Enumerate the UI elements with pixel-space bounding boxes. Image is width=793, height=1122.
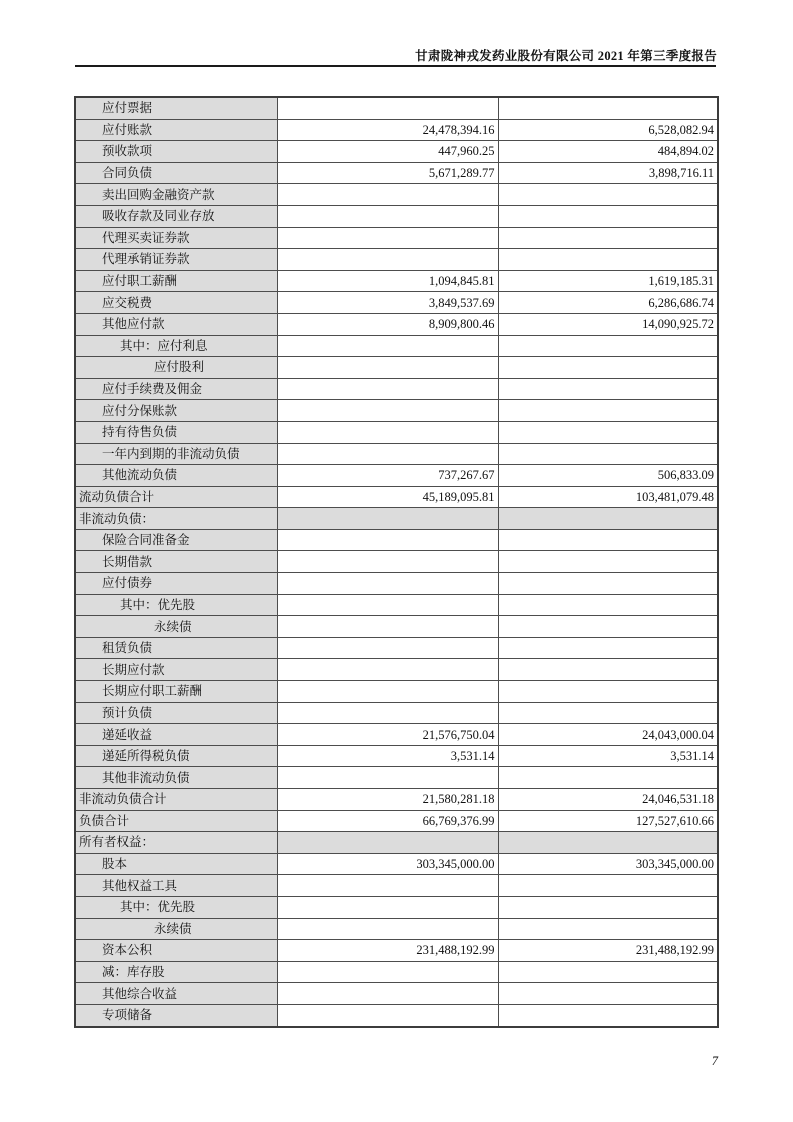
value-column-2 (498, 400, 718, 422)
table-row (75, 875, 718, 897)
section-header-row (75, 508, 718, 530)
table-row (75, 141, 718, 163)
table-row (75, 119, 718, 141)
value-column-1 (277, 421, 498, 443)
value-column-1 (277, 594, 498, 616)
row-label: 其他综合收益 (75, 983, 277, 1005)
page-number: 7 (711, 1054, 718, 1068)
row-label: 应付票据 (75, 97, 277, 119)
value-column-2 (498, 832, 718, 854)
value-column-2: 103,481,079.48 (498, 486, 718, 508)
value-column-2: 3,531.14 (498, 745, 718, 767)
value-column-1: 21,576,750.04 (277, 724, 498, 746)
value-column-1 (277, 529, 498, 551)
row-label: 代理买卖证券款 (75, 227, 277, 249)
value-column-2: 231,488,192.99 (498, 940, 718, 962)
row-label: 应付股利 (75, 357, 277, 379)
value-column-2 (498, 1004, 718, 1026)
value-column-1 (277, 249, 498, 271)
balance-sheet-body (75, 97, 718, 1027)
value-column-1: 231,488,192.99 (277, 940, 498, 962)
row-label: 其他非流动负债 (75, 767, 277, 789)
table-row (75, 184, 718, 206)
value-column-1 (277, 227, 498, 249)
value-column-2 (498, 227, 718, 249)
row-label: 保险合同准备金 (75, 529, 277, 551)
row-label: 递延所得税负债 (75, 745, 277, 767)
table-row (75, 745, 718, 767)
row-label: 非流动负债合计 (75, 789, 277, 811)
table-row (75, 292, 718, 314)
table-row (75, 551, 718, 573)
value-column-2 (498, 97, 718, 119)
table-row (75, 724, 718, 746)
header-divider (75, 65, 716, 67)
table-row (75, 940, 718, 962)
value-column-2 (498, 443, 718, 465)
table-row (75, 378, 718, 400)
value-column-1: 1,094,845.81 (277, 270, 498, 292)
row-label: 所有者权益： (75, 832, 277, 854)
value-column-2 (498, 616, 718, 638)
row-label: 其他流动负债 (75, 465, 277, 487)
row-label: 长期借款 (75, 551, 277, 573)
value-column-1: 45,189,095.81 (277, 486, 498, 508)
value-column-1: 3,531.14 (277, 745, 498, 767)
table-row (75, 529, 718, 551)
value-column-2 (498, 918, 718, 940)
row-label: 其中：优先股 (75, 594, 277, 616)
row-label: 应付职工薪酬 (75, 270, 277, 292)
value-column-2: 303,345,000.00 (498, 853, 718, 875)
table-row (75, 227, 718, 249)
value-column-1 (277, 681, 498, 703)
table-row (75, 637, 718, 659)
value-column-1: 66,769,376.99 (277, 810, 498, 832)
row-label: 预计负债 (75, 702, 277, 724)
value-column-2: 6,286,686.74 (498, 292, 718, 314)
value-column-2 (498, 508, 718, 530)
row-label: 减：库存股 (75, 961, 277, 983)
section-header-row (75, 832, 718, 854)
table-row (75, 616, 718, 638)
table-row (75, 357, 718, 379)
table-row (75, 205, 718, 227)
value-column-2 (498, 421, 718, 443)
table-row (75, 594, 718, 616)
table-row (75, 983, 718, 1005)
value-column-2 (498, 594, 718, 616)
value-column-1: 447,960.25 (277, 141, 498, 163)
value-column-2 (498, 659, 718, 681)
table-row (75, 681, 718, 703)
table-row (75, 465, 718, 487)
value-column-2 (498, 896, 718, 918)
value-column-1 (277, 400, 498, 422)
value-column-1 (277, 205, 498, 227)
table-row (75, 810, 718, 832)
value-column-2 (498, 983, 718, 1005)
balance-sheet-table (74, 96, 719, 1028)
value-column-2 (498, 875, 718, 897)
value-column-2: 127,527,610.66 (498, 810, 718, 832)
value-column-1 (277, 1004, 498, 1026)
value-column-2 (498, 681, 718, 703)
value-column-2 (498, 702, 718, 724)
row-label: 应付手续费及佣金 (75, 378, 277, 400)
value-column-1: 3,849,537.69 (277, 292, 498, 314)
table-row (75, 896, 718, 918)
row-label: 代理承销证券款 (75, 249, 277, 271)
value-column-1 (277, 832, 498, 854)
table-row (75, 486, 718, 508)
value-column-2: 506,833.09 (498, 465, 718, 487)
table-row (75, 162, 718, 184)
table-row (75, 853, 718, 875)
value-column-2: 3,898,716.11 (498, 162, 718, 184)
row-label: 长期应付款 (75, 659, 277, 681)
value-column-1 (277, 378, 498, 400)
row-label: 预收款项 (75, 141, 277, 163)
value-column-2 (498, 551, 718, 573)
value-column-2: 14,090,925.72 (498, 313, 718, 335)
row-label: 负债合计 (75, 810, 277, 832)
value-column-1 (277, 659, 498, 681)
value-column-1: 21,580,281.18 (277, 789, 498, 811)
row-label: 永续债 (75, 616, 277, 638)
table-row (75, 659, 718, 681)
table-row (75, 97, 718, 119)
table-row (75, 702, 718, 724)
row-label: 其中：优先股 (75, 896, 277, 918)
value-column-1 (277, 767, 498, 789)
value-column-2 (498, 357, 718, 379)
value-column-1 (277, 573, 498, 595)
row-label: 应付分保账款 (75, 400, 277, 422)
value-column-2 (498, 335, 718, 357)
row-label: 合同负债 (75, 162, 277, 184)
value-column-2 (498, 637, 718, 659)
value-column-1 (277, 551, 498, 573)
row-label: 吸收存款及同业存放 (75, 205, 277, 227)
row-label: 非流动负债： (75, 508, 277, 530)
table-row (75, 421, 718, 443)
value-column-2 (498, 529, 718, 551)
value-column-1 (277, 616, 498, 638)
table-row (75, 1004, 718, 1026)
row-label: 长期应付职工薪酬 (75, 681, 277, 703)
value-column-1 (277, 508, 498, 530)
value-column-2 (498, 378, 718, 400)
table-row (75, 249, 718, 271)
value-column-1: 303,345,000.00 (277, 853, 498, 875)
table-row (75, 443, 718, 465)
value-column-2 (498, 573, 718, 595)
row-label: 租赁负债 (75, 637, 277, 659)
row-label: 资本公积 (75, 940, 277, 962)
row-label: 其他权益工具 (75, 875, 277, 897)
row-label: 递延收益 (75, 724, 277, 746)
value-column-2 (498, 205, 718, 227)
value-column-1 (277, 335, 498, 357)
row-label: 专项储备 (75, 1004, 277, 1026)
value-column-1 (277, 443, 498, 465)
value-column-2 (498, 767, 718, 789)
row-label: 永续债 (75, 918, 277, 940)
value-column-1 (277, 97, 498, 119)
value-column-1 (277, 961, 498, 983)
value-column-2: 24,043,000.04 (498, 724, 718, 746)
row-label: 持有待售负债 (75, 421, 277, 443)
row-label: 应付债券 (75, 573, 277, 595)
value-column-1: 737,267.67 (277, 465, 498, 487)
value-column-1 (277, 184, 498, 206)
value-column-2: 24,046,531.18 (498, 789, 718, 811)
table-row (75, 313, 718, 335)
table-row (75, 767, 718, 789)
table-row (75, 573, 718, 595)
row-label: 卖出回购金融资产款 (75, 184, 277, 206)
table-row (75, 400, 718, 422)
value-column-1 (277, 918, 498, 940)
value-column-1 (277, 637, 498, 659)
table-row (75, 961, 718, 983)
row-label: 应交税费 (75, 292, 277, 314)
value-column-1: 5,671,289.77 (277, 162, 498, 184)
value-column-2 (498, 184, 718, 206)
row-label: 股本 (75, 853, 277, 875)
table-row (75, 270, 718, 292)
row-label: 应付账款 (75, 119, 277, 141)
value-column-1 (277, 983, 498, 1005)
row-label: 一年内到期的非流动负债 (75, 443, 277, 465)
table-row (75, 335, 718, 357)
value-column-2 (498, 249, 718, 271)
value-column-2: 1,619,185.31 (498, 270, 718, 292)
value-column-1 (277, 702, 498, 724)
value-column-1 (277, 875, 498, 897)
row-label: 其他应付款 (75, 313, 277, 335)
value-column-1: 8,909,800.46 (277, 313, 498, 335)
value-column-1 (277, 896, 498, 918)
value-column-1: 24,478,394.16 (277, 119, 498, 141)
row-label: 其中：应付利息 (75, 335, 277, 357)
value-column-2 (498, 961, 718, 983)
value-column-2: 6,528,082.94 (498, 119, 718, 141)
row-label: 流动负债合计 (75, 486, 277, 508)
table-row (75, 789, 718, 811)
report-header-title: 甘肃陇神戎发药业股份有限公司 2021 年第三季度报告 (415, 49, 717, 63)
value-column-2: 484,894.02 (498, 141, 718, 163)
table-row (75, 918, 718, 940)
value-column-1 (277, 357, 498, 379)
